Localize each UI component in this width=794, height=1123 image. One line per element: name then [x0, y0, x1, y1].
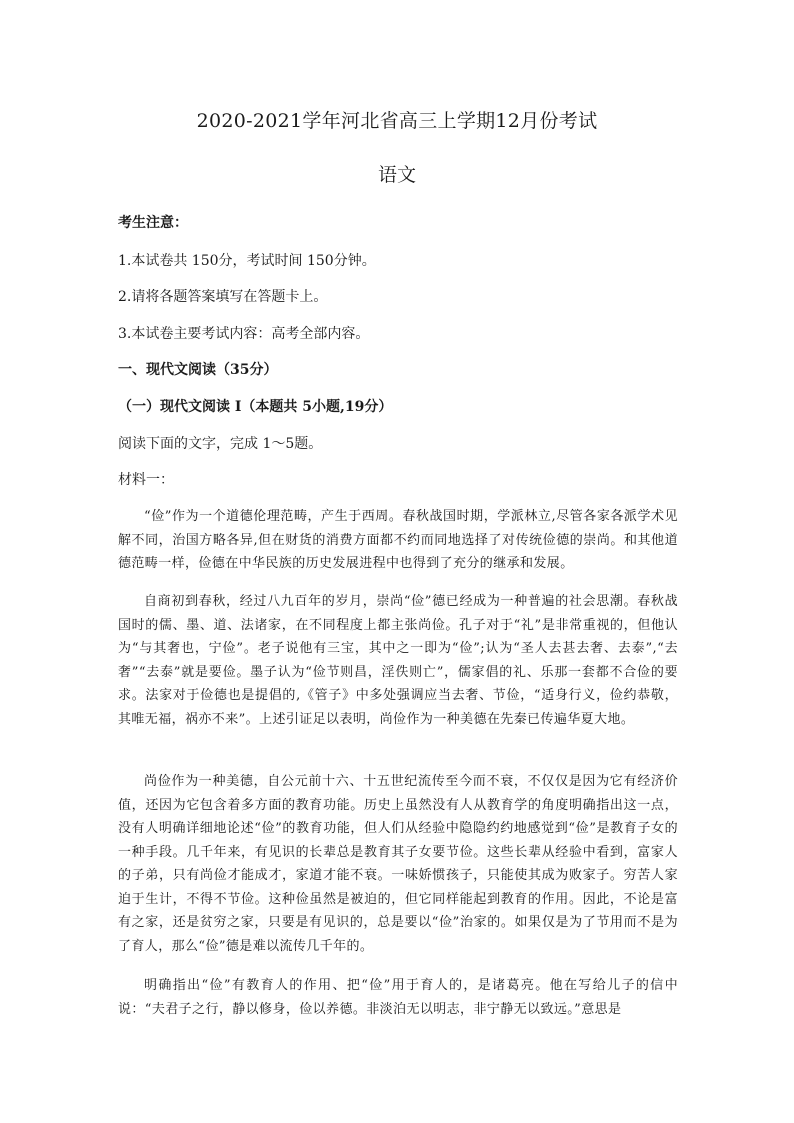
notice-item-3: 3.本试卷主要考试内容：高考全部内容。 — [118, 326, 370, 342]
passage-paragraph-4: 明确指出“俭”有教育人的作用、把“俭”用于育人的，是诸葛亮。他在写给儿子的信中说：“夫君子之行，静以修身，俭以养德。非淡泊无以明志，非宁静无以致远。”意思是 — [118, 978, 678, 1017]
material-label: 材料一： — [118, 472, 174, 488]
notice-heading: 考生注意： — [118, 215, 188, 231]
notice-item-2: 2.请将各题答案填写在答题卡上。 — [118, 289, 328, 305]
subject-title: 语文 — [377, 164, 416, 186]
passage-paragraph-2: 自商初到春秋，经过八九百年的岁月，崇尚“俭”德已经成为一种普遍的社会思潮。春秋战国时的儒、墨、道、法诸家，在不同程度上都主张尚俭。孔子对于“礼”是非常重视的，但他认为“与其奢也，宁俭”。老子说他有三宝，其中之一即为“俭”;认为“圣人去甚去奢、去泰”,“去奢”“去泰”就是要俭。墨子认为“俭节则昌，淫佚则亡”，儒家倡的礼、乐那一套都不合俭的要求。法家对于俭德也是提倡的,《管子》中多处强调应当去奢、节俭，“适身行义，俭约恭敬，其唯无福，祸亦不来”。上述引证足以表明，尚俭作为一种美德在先秦已传遍华夏大地。 — [118, 594, 678, 727]
sub-section-heading: （一）现代文阅读 I（本题共 5小题,19分） — [118, 399, 393, 415]
passage-paragraph-1: “俭”作为一个道德伦理范畴，产生于西周。春秋战国时期，学派林立,尽管各家各派学术见解不同，治国方略各异,但在财货的消费方面都不约而同地选择了对传统俭德的崇尚。和其他道德范畴一样，俭德在中华民族的历史发展进程中也得到了充分的继承和发展。 — [118, 509, 678, 571]
passage-paragraph-3: 尚俭作为一种美德，自公元前十六、十五世纪流传至今而不衰，不仅仅是因为它有经济价值，还因为它包含着多方面的教育功能。历史上虽然没有人从教育学的角度明确指出这一点，没有人明确详细地论述“俭”的教育功能，但人们从经验中隐隐约约地感觉到“俭”是教育子女的一种手段。几千年来，有见识的长辈总是教育其子女要节俭。这些长辈从经验中看到，富家人的子弟，只有尚俭才能成才，家道才能不衰。一味娇惯孩子，只能使其成为败家子。穷苦人家迫于生计，不得不节俭。这种俭虽然是被迫的，但它同样能起到教育的作用。因此，不论是富有之家，还是贫穷之家，只要是有见识的，总是要以“俭”治家的。如果仅是为了节用而不是为了育人，那么“俭”德是难以流传几千年的。 — [118, 774, 678, 954]
exam-title: 2020-2021学年河北省高三上学期12月份考试 — [196, 110, 598, 132]
section-heading: 一、现代文阅读（35分） — [118, 362, 278, 378]
reading-instruction: 阅读下面的文字，完成 1～5题。 — [118, 436, 323, 452]
notice-item-1: 1.本试卷共 150分，考试时间 150分钟。 — [118, 253, 376, 269]
